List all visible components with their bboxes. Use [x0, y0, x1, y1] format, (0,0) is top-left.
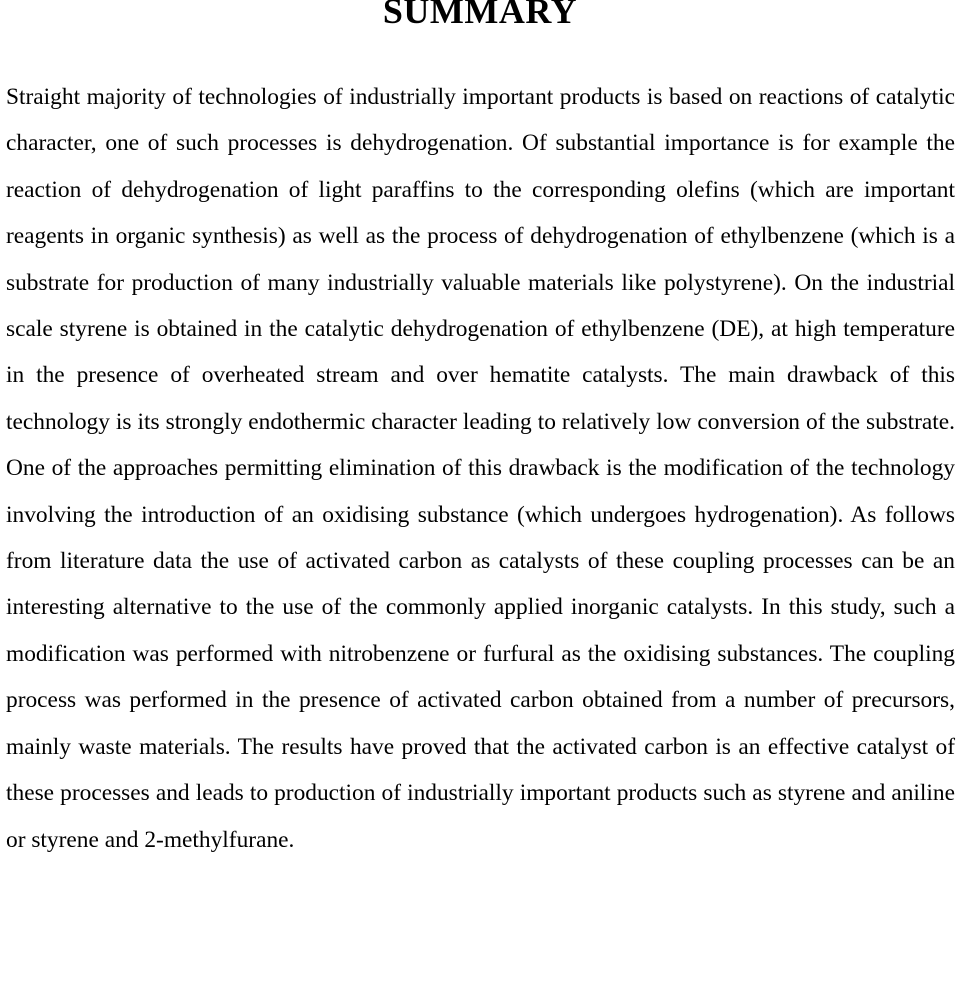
summary-paragraph: Straight majority of technologies of industrially important products is based on reactions of catalytic character, one of such processes is dehydrogenation. Of substantial importance is for example the reaction of dehydrogenation of light paraffins to the corresponding olefins (which are important reagents in organic synthesis) as well as the process of dehydrogenation of ethylbenzene (which is a substrate for production of many industrially valuable materials like polystyrene). On the industrial scale styrene is obtained in the catalytic dehydrogenation of ethylbenzene (DE), at high temperature in the presence of overheated stream and over hematite catalysts. The main drawback of this technology is its strongly endothermic character leading to relatively low conversion of the substrate. One of the approaches permitting elimination of this drawback is the modification of the technology involving the introduction of an oxidising substance (which undergoes hydrogenation). As follows from literature data the use of activated carbon as catalysts of these coupling processes can be an interesting alternative to the use of the commonly applied inorganic catalysts. In this study, such a modification was performed with nitrobenzene or furfural as the oxidising substances. The coupling process was performed in the presence of activated carbon obtained from a number of precursors, mainly waste materials. The results have proved that the activated carbon is an effective catalyst of these processes and leads to production of industrially important products such as styrene and aniline or styrene and 2-methylfurane.	[6, 84, 955, 853]
page-title: SUMMARY	[382, 0, 578, 31]
